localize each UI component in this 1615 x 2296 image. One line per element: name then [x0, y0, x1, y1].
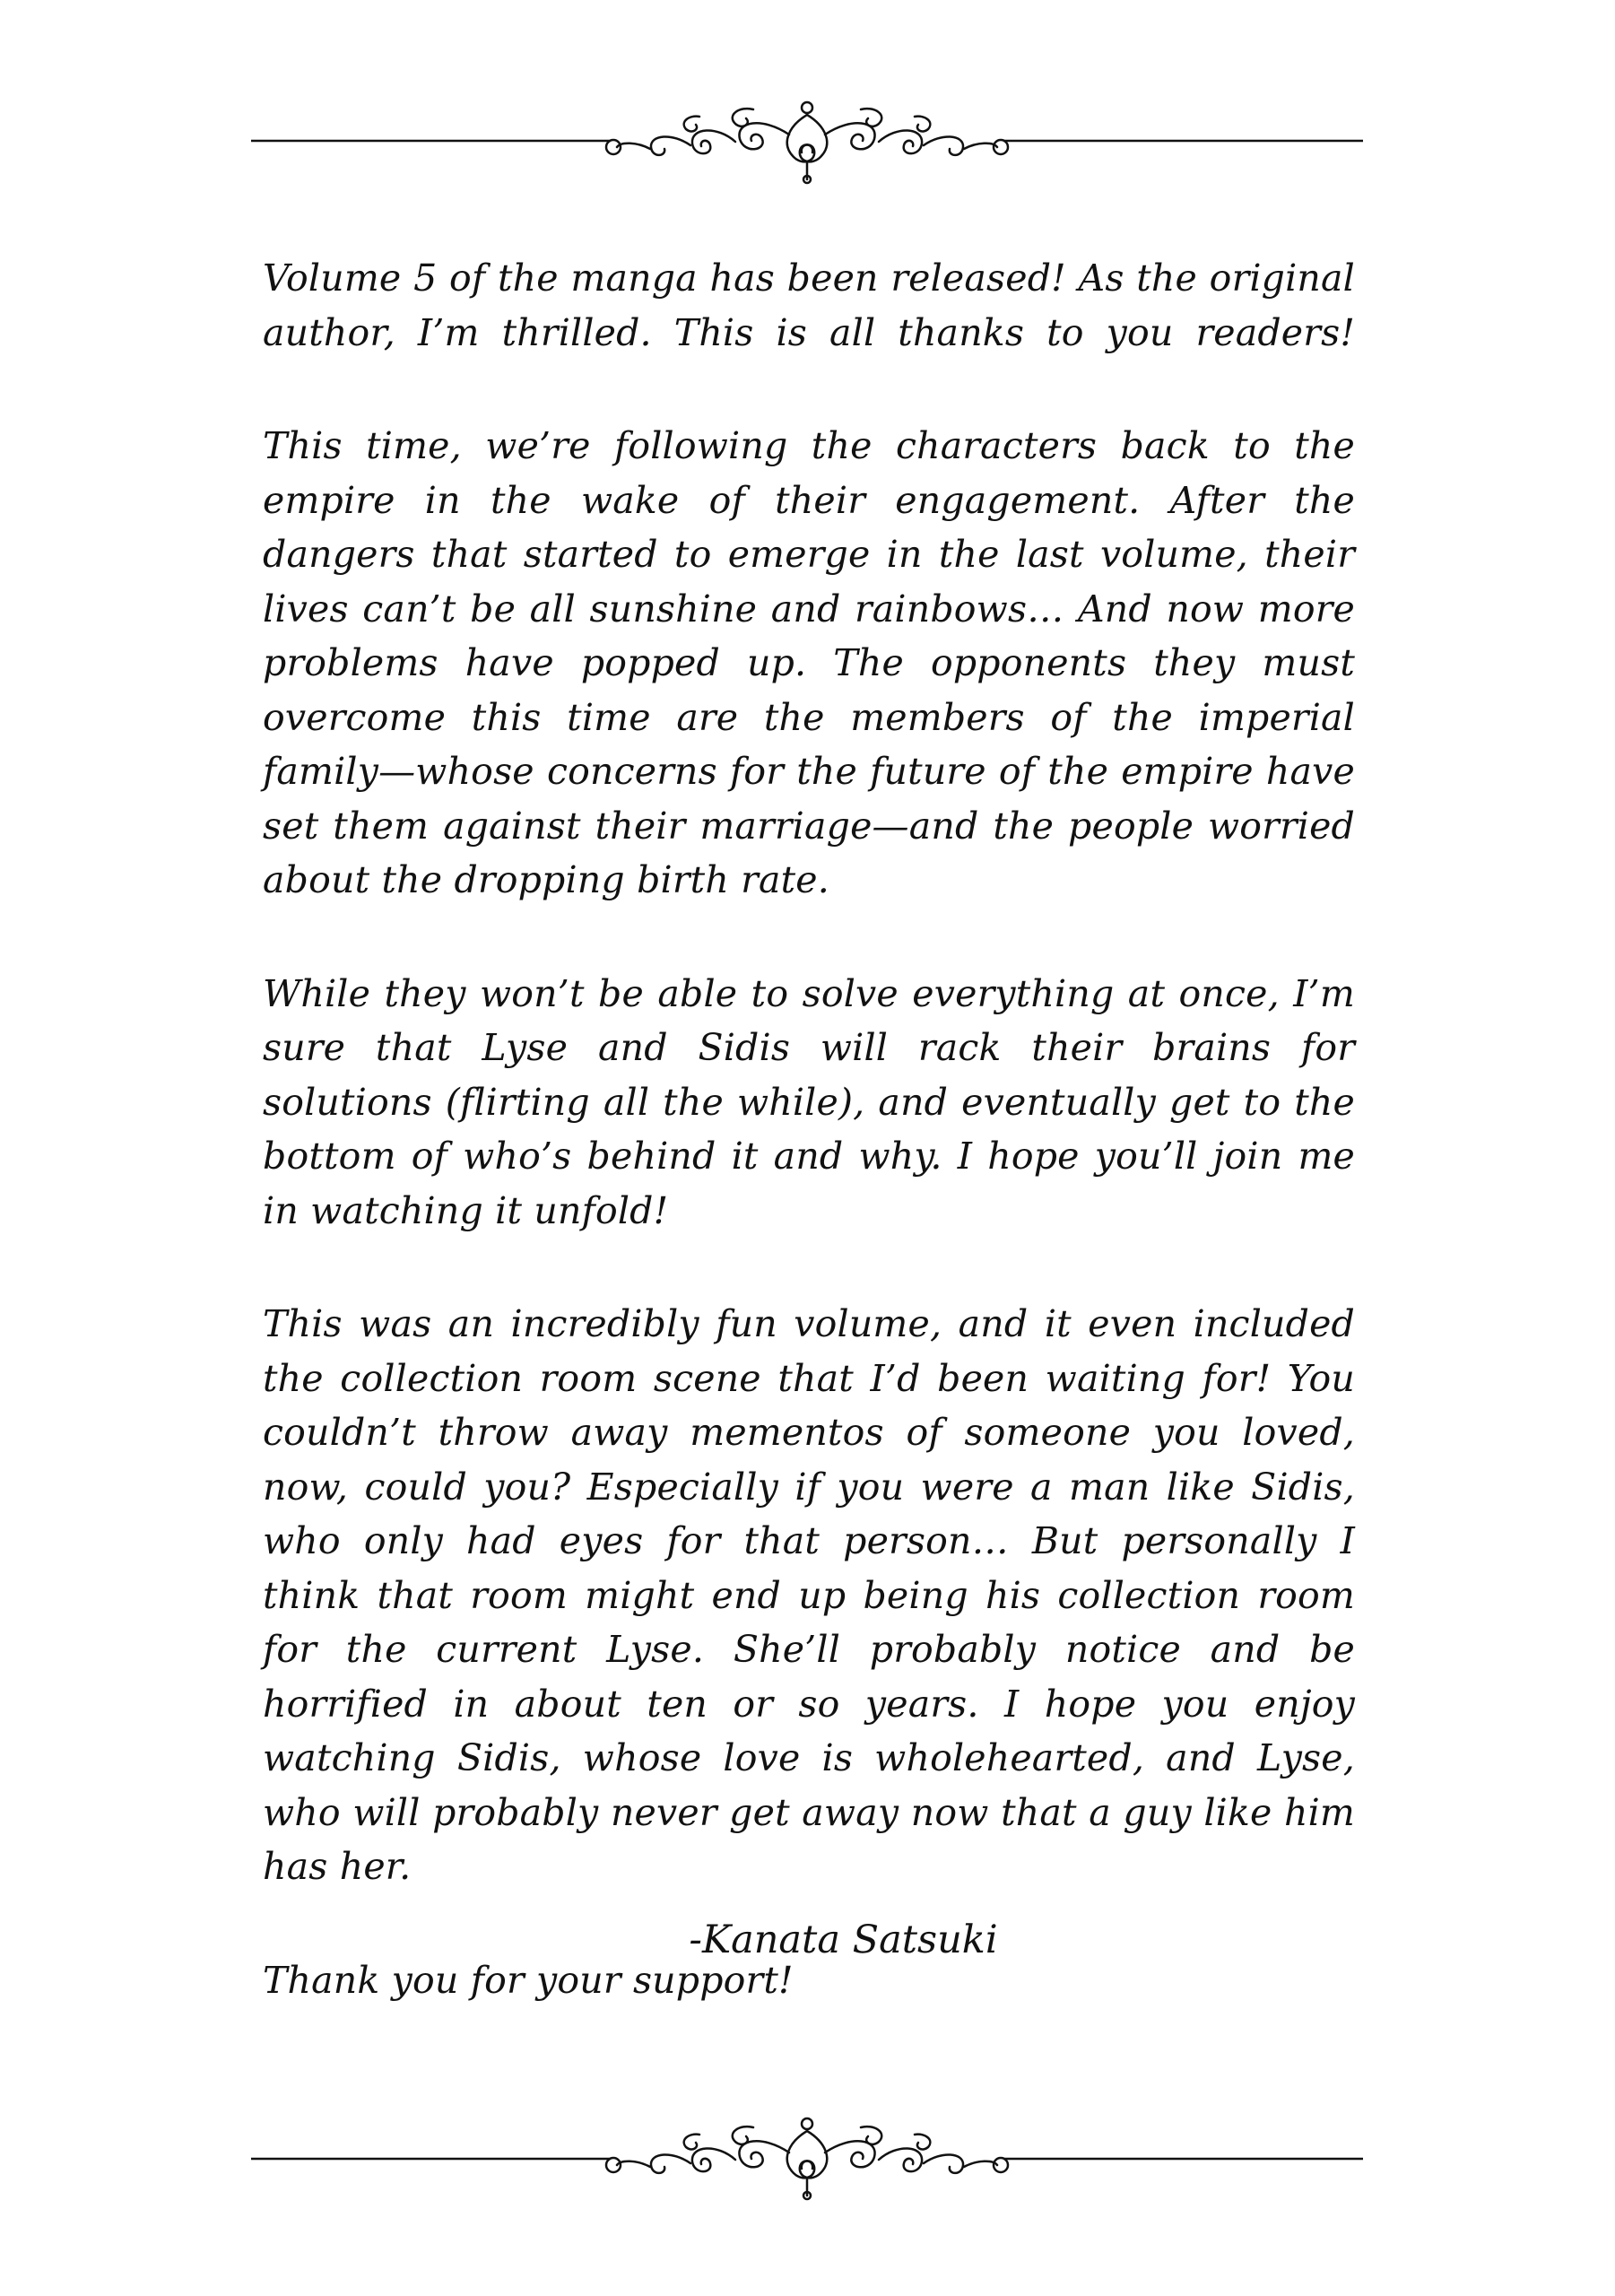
- paragraph-thanks: Thank you for your support!: [263, 1958, 794, 2002]
- paragraph-intro: Volume 5 of the manga has been released! As the original author, I’m thrilled. This is all thanks to you readers!: [263, 257, 1355, 354]
- paragraph-collection-room: This was an incredibly fun volume, and it even included the collection room scene that I’d been waiting for! You couldn’t throw away mementos of someone you loved, now, could you? Especially if you were a man like Sidis, who only had eyes for that person… But personally I think that room might end up being his collection room for the current Lyse. She’ll probably notice and be horrified in about ten or so years. I hope you enjoy watching Sidis, whose love is wholehearted, and Lyse, who will probably never get away now that a guy like him has her.: [263, 1302, 1355, 1888]
- paragraph-story: This time, we’re following the characters back to the empire in the wake of their engagement. After the dangers that started to emerge in the last volume, their lives can’t be all sunshine and rainbows… And now more problems have popped up. The opponents they must overcome this time are the members of the imperial family—whose concerns for the future of the empire have set them against their marriage—and the people worried about the dropping birth rate.: [263, 424, 1355, 901]
- top-ornament-divider: [251, 90, 1363, 188]
- author-signature: -Kanata Satsuki: [689, 1918, 998, 1962]
- flourish-divider-icon: [251, 90, 1363, 188]
- bottom-ornament-divider: [251, 2108, 1363, 2206]
- letter-body: [263, 251, 1355, 2066]
- paragraph-outlook: While they won’t be able to solve everything at once, I’m sure that Lyse and Sidis will rack their brains for solutions (flirting all the while), and eventually get to the bottom of who’s behind it and why. I hope you’ll join me in watching it unfold!: [263, 971, 1355, 1232]
- flourish-divider-icon: [251, 2108, 1363, 2206]
